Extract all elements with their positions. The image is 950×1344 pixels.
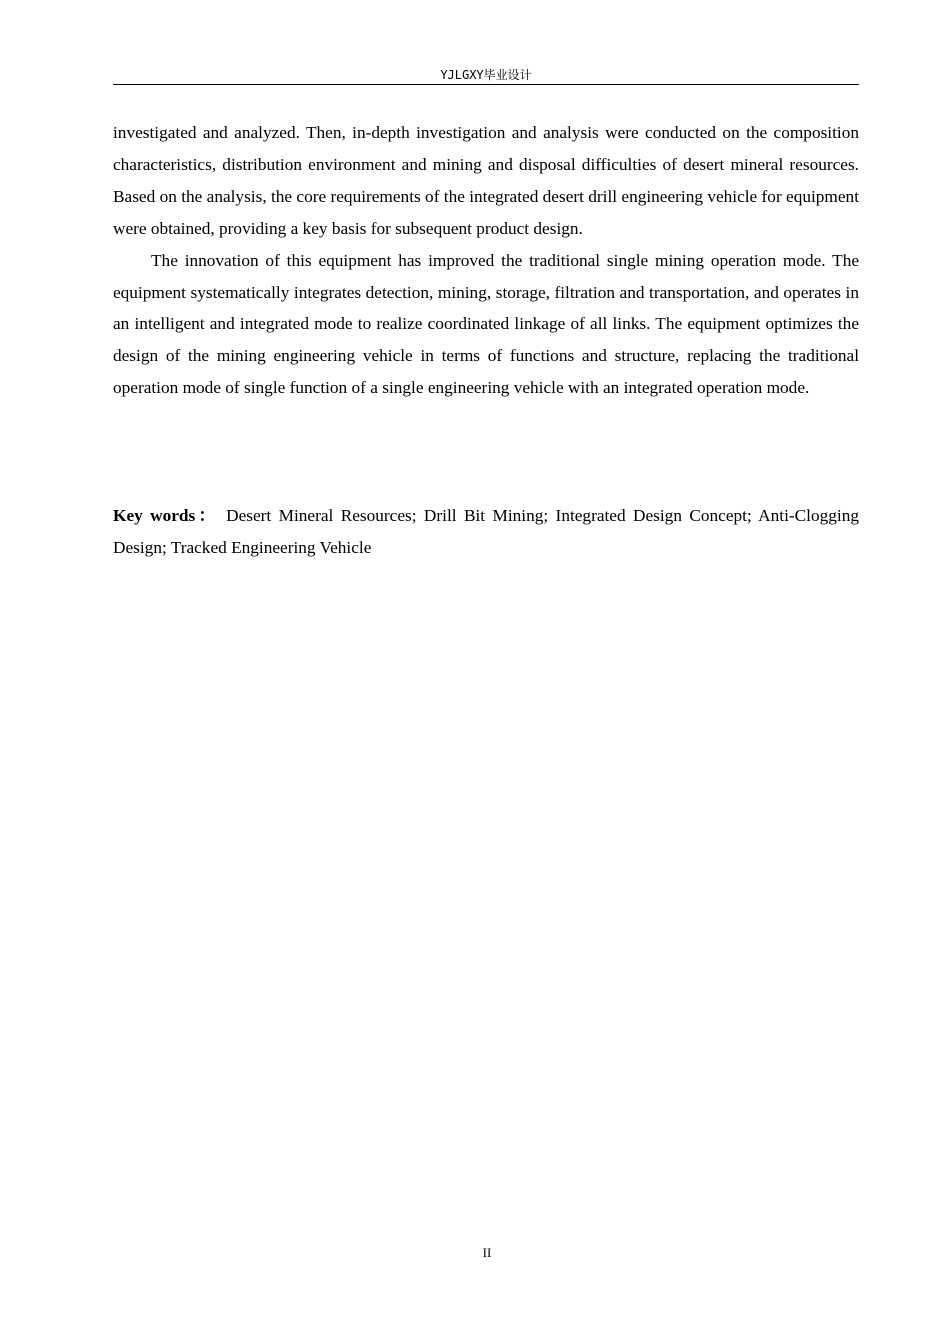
- abstract-paragraph-2: The innovation of this equipment has improved the traditional single mining operation mode. The equipment systematically integrates detection, mining, storage, filtration and transportation, and operates in an intelligent and integrated mode to realize coordinated linkage of all links. The equipment optimizes the design of the mining engineering vehicle in terms of functions and structure, replacing the traditional operation mode of single function of a single engineering vehicle with an integrated operation mode.: [113, 250, 859, 398]
- abstract-paragraph-1: investigated and analyzed. Then, in-depth investigation and analysis were conducted on the composition characteristics, distribution environment and mining and disposal difficulties of desert mineral resources. Based on the analysis, the core requirements of the integrated desert drill engineering vehicle for equipment were obtained, providing a key basis for subsequent product design.: [113, 123, 859, 238]
- keywords-text: Desert Mineral Resources; Drill Bit Mining; Integrated Design Concept; Anti-Clogging Design; Tracked Engineering Vehicle: [113, 506, 859, 557]
- abstract-body: [113, 117, 859, 404]
- page-number: II: [482, 1245, 492, 1260]
- page-header: [113, 66, 859, 85]
- keywords-section: [113, 500, 859, 564]
- keywords-label: Key words：: [113, 506, 219, 525]
- header-title: YJLGXY毕业设计: [440, 68, 532, 82]
